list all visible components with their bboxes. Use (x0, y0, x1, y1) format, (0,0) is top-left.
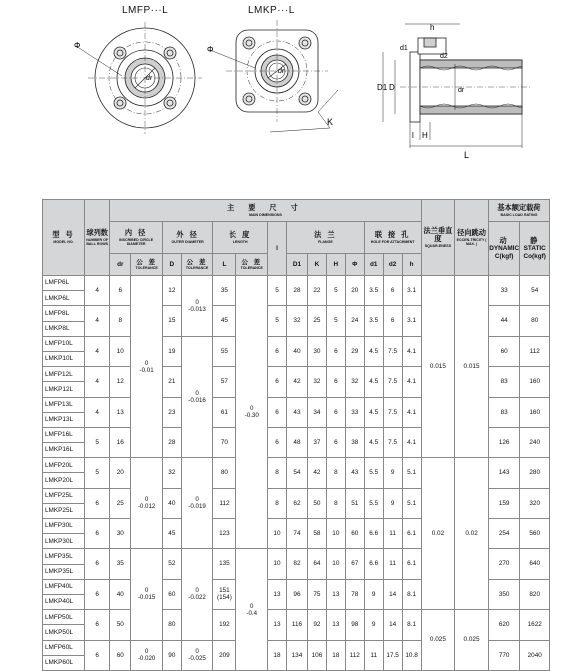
balls-cell: 5 (85, 458, 110, 488)
D-cell: 80 (162, 610, 181, 640)
d2-cell: 11 (383, 519, 402, 549)
L-cell: 61 (213, 397, 236, 427)
h-cell: 6.1 (402, 519, 421, 549)
D-tol-header: 公 差 TOLERANCE (181, 254, 213, 276)
h-header: h (402, 254, 421, 276)
h-cell: 10.8 (402, 640, 421, 670)
dr-cell: 6 (110, 276, 131, 306)
H-cell: 6 (326, 367, 345, 397)
balls-cell: 4 (85, 336, 110, 366)
balls-cell: 4 (85, 276, 110, 306)
model-cell: LMKP10L (43, 351, 85, 366)
model-cell: LMFP10L (43, 336, 85, 351)
h-cell: 4.1 (402, 427, 421, 457)
balls-cell: 4 (85, 306, 110, 336)
d1-cell: 6.6 (364, 549, 383, 579)
D-label: D (389, 83, 395, 92)
K-cell: 92 (307, 610, 326, 640)
dr-tolerance-cell: 0 -0.01 (131, 276, 163, 458)
dr-cell: 16 (110, 427, 131, 457)
h-label: h (430, 23, 435, 32)
H-cell: 18 (326, 640, 345, 670)
dr-cell: 35 (110, 549, 131, 579)
static-header: 静 STATIC Co(kgf) (520, 222, 550, 276)
dr-side-label: dr (458, 87, 465, 94)
static-load-cell: 240 (520, 427, 550, 457)
model-cell: LMKP50L (43, 625, 85, 640)
D-cell: 90 (162, 640, 181, 670)
static-load-cell: 1622 (520, 610, 550, 640)
balls-cell: 6 (85, 610, 110, 640)
static-load-cell: 560 (520, 519, 550, 549)
dr-tolerance-cell: 0 -0.020 (131, 640, 163, 670)
L-cell: 55 (213, 336, 236, 366)
phi-cell: 38 (345, 427, 364, 457)
d2-header: d2 (383, 254, 402, 276)
D1-cell: 82 (286, 549, 307, 579)
l-header: l (268, 222, 287, 276)
model-cell: LMFP30L (43, 519, 85, 534)
dr-tolerance-cell: 0 -0.012 (131, 458, 163, 549)
model-cell: LMKP6L (43, 291, 85, 306)
model-cell: LMFP13L (43, 397, 85, 412)
d2-cell: 7.5 (383, 427, 402, 457)
phi-cell: 20 (345, 276, 364, 306)
L-cell: 45 (213, 306, 236, 336)
K-cell: 37 (307, 427, 326, 457)
model-cell: LMFP6L (43, 276, 85, 291)
model-cell: LMKP25L (43, 503, 85, 518)
d2-cell: 7.5 (383, 397, 402, 427)
L-cell: 209 (213, 640, 236, 670)
k-label: K (327, 117, 334, 127)
H-cell: 6 (326, 336, 345, 366)
model-cell: LMFP40L (43, 579, 85, 594)
balls-cell: 5 (85, 427, 110, 457)
d1-cell: 3.5 (364, 306, 383, 336)
H-cell: 10 (326, 549, 345, 579)
outer-diameter-header: 外 径 OUTER DIAMETER (162, 222, 212, 254)
d2-cell: 11 (383, 549, 402, 579)
H-cell: 5 (326, 306, 345, 336)
D-cell: 21 (162, 367, 181, 397)
squareness-cell: 0.02 (421, 458, 455, 610)
L-cell: 80 (213, 458, 236, 488)
D1-cell: 54 (286, 458, 307, 488)
l-cell: 8 (268, 488, 287, 518)
D1-label: D1 (377, 83, 388, 92)
model-cell: LMFP12L (43, 367, 85, 382)
L-header: L (213, 254, 236, 276)
D-cell: 60 (162, 579, 181, 609)
K-cell: 75 (307, 579, 326, 609)
h-cell: 4.1 (402, 367, 421, 397)
phi-cell: 78 (345, 579, 364, 609)
dynamic-load-cell: 270 (488, 549, 520, 579)
h-cell: 8.1 (402, 579, 421, 609)
H-cell: 8 (326, 458, 345, 488)
K-cell: 64 (307, 549, 326, 579)
H-header: H (326, 254, 345, 276)
D1-cell: 134 (286, 640, 307, 670)
L-label: L (464, 150, 470, 160)
d1-cell: 4.5 (364, 367, 383, 397)
dr-cell: 30 (110, 519, 131, 549)
H-cell: 5 (326, 276, 345, 306)
H-cell: 6 (326, 397, 345, 427)
dynamic-load-cell: 83 (488, 397, 520, 427)
model-cell: LMKP40L (43, 594, 85, 609)
dr-cell: 10 (110, 336, 131, 366)
dr-tol-header: 公 差 TOLERANCE (131, 254, 163, 276)
pcd-label-square: Φ (207, 45, 214, 54)
rating-header: 基本额定载荷 BASIC LOAD RATING (488, 200, 549, 222)
dr-cell: 13 (110, 397, 131, 427)
static-load-cell: 160 (520, 367, 550, 397)
model-cell: LMFP8L (43, 306, 85, 321)
square-flange-drawing (210, 20, 338, 132)
dynamic-load-cell: 44 (488, 306, 520, 336)
L-cell: 70 (213, 427, 236, 457)
eccentricity-cell: 0.02 (455, 458, 489, 610)
D1-cell: 42 (286, 367, 307, 397)
d2-cell: 7.5 (383, 336, 402, 366)
model-cell: LMKP8L (43, 321, 85, 336)
length-header: 长 度 LENGTH (213, 222, 268, 254)
D1-cell: 32 (286, 306, 307, 336)
phi-header: Φ (345, 254, 364, 276)
pcd-label: Φ (74, 41, 81, 50)
drawing-svg (0, 0, 568, 200)
K-cell: 106 (307, 640, 326, 670)
d1-cell: 9 (364, 579, 383, 609)
technical-drawings (0, 0, 568, 200)
phi-cell: 29 (345, 336, 364, 366)
D1-cell: 43 (286, 397, 307, 427)
model-cell: LMKP16L (43, 443, 85, 458)
dr-cell: 25 (110, 488, 131, 518)
h-cell: 8.1 (402, 610, 421, 640)
model-cell: LMFP50L (43, 610, 85, 625)
D1-cell: 48 (286, 427, 307, 457)
holes-header: 联 接 孔 HOLE FOR ATTACHMENT (364, 222, 421, 254)
table-row (43, 458, 550, 473)
square-flange-title: LMKP···L (248, 5, 295, 16)
l-cell: 6 (268, 367, 287, 397)
table-header (43, 200, 550, 276)
balls-cell: 6 (85, 519, 110, 549)
phi-cell: 60 (345, 519, 364, 549)
dynamic-load-cell: 83 (488, 367, 520, 397)
d1-cell: 5.5 (364, 488, 383, 518)
L-cell: 112 (213, 488, 236, 518)
phi-cell: 32 (345, 367, 364, 397)
phi-cell: 24 (345, 306, 364, 336)
model-cell: LMKP12L (43, 382, 85, 397)
K-cell: 34 (307, 397, 326, 427)
K-cell: 30 (307, 336, 326, 366)
D-header: D (162, 254, 181, 276)
balls-cell: 6 (85, 488, 110, 518)
d1-cell: 4.5 (364, 336, 383, 366)
K-cell: 32 (307, 367, 326, 397)
L-cell: 123 (213, 519, 236, 549)
D1-header: D1 (286, 254, 307, 276)
D-tolerance-cell: 0 -0.019 (181, 458, 213, 549)
d1-cell: 9 (364, 610, 383, 640)
l-cell: 8 (268, 458, 287, 488)
h-cell: 3.1 (402, 306, 421, 336)
L-cell: 192 (213, 610, 236, 640)
D1-cell: 28 (286, 276, 307, 306)
K-cell: 42 (307, 458, 326, 488)
h-cell: 5.1 (402, 458, 421, 488)
phi-cell: 51 (345, 488, 364, 518)
l-cell: 13 (268, 610, 287, 640)
dynamic-load-cell: 770 (488, 640, 520, 670)
d1-cell: 3.5 (364, 276, 383, 306)
static-load-cell: 640 (520, 549, 550, 579)
balls-cell: 6 (85, 579, 110, 609)
h-cell: 5.1 (402, 488, 421, 518)
table-row (43, 610, 550, 625)
l-cell: 10 (268, 549, 287, 579)
dr-cell: 60 (110, 640, 131, 670)
eccentricity-header: 径向跳动 ECCEN-TRICITY ( MAX. ) (455, 200, 489, 276)
H-label: H (422, 131, 428, 140)
D1-cell: 96 (286, 579, 307, 609)
H-cell: 10 (326, 519, 345, 549)
static-load-cell: 112 (520, 336, 550, 366)
D-tolerance-cell: 0 -0.025 (181, 640, 213, 670)
D-cell: 28 (162, 427, 181, 457)
model-cell: LMFP25L (43, 488, 85, 503)
D1-cell: 62 (286, 488, 307, 518)
model-cell: LMKP60L (43, 655, 85, 670)
balls-cell: 4 (85, 397, 110, 427)
dynamic-load-cell: 620 (488, 610, 520, 640)
l-cell: 6 (268, 427, 287, 457)
dynamic-load-cell: 159 (488, 488, 520, 518)
l-cell: 18 (268, 640, 287, 670)
D1-cell: 40 (286, 336, 307, 366)
static-load-cell: 80 (520, 306, 550, 336)
K-cell: 58 (307, 519, 326, 549)
balls-cell: 4 (85, 367, 110, 397)
d1-cell: 4.5 (364, 427, 383, 457)
h-cell: 4.1 (402, 336, 421, 366)
D-cell: 52 (162, 549, 181, 579)
main-dims-header: 主 要 尺 寸 MAIN DIMENSIONS (110, 200, 421, 222)
dynamic-load-cell: 143 (488, 458, 520, 488)
d2-label: d2 (440, 53, 448, 60)
d1-header: d1 (364, 254, 383, 276)
d1-cell: 6.6 (364, 519, 383, 549)
static-load-cell: 2040 (520, 640, 550, 670)
dr-tolerance-cell: 0 -0.015 (131, 549, 163, 640)
dr-cell: 20 (110, 458, 131, 488)
d2-cell: 9 (383, 488, 402, 518)
static-load-cell: 280 (520, 458, 550, 488)
dr-header: dr (110, 254, 131, 276)
d2-cell: 6 (383, 276, 402, 306)
model-cell: LMFP35L (43, 549, 85, 564)
D-cell: 32 (162, 458, 181, 488)
L-tol-header: 公 差 TOLERANCE (236, 254, 268, 276)
phi-cell: 98 (345, 610, 364, 640)
dynamic-load-cell: 350 (488, 579, 520, 609)
static-load-cell: 54 (520, 276, 550, 306)
round-flange-drawing (76, 22, 202, 134)
dr-cell: 40 (110, 579, 131, 609)
eccentricity-cell: 0.025 (455, 610, 489, 671)
side-section-drawing (383, 24, 530, 148)
D-cell: 12 (162, 276, 181, 306)
squareness-cell: 0.025 (421, 610, 455, 671)
model-cell: LMKP35L (43, 564, 85, 579)
D1-cell: 116 (286, 610, 307, 640)
H-cell: 8 (326, 488, 345, 518)
d1-cell: 5.5 (364, 458, 383, 488)
l-cell: 6 (268, 336, 287, 366)
L-tolerance-cell: 0 -0.4 (236, 549, 268, 671)
dynamic-header: 动 DYNAMIC C(kgf) (488, 222, 520, 276)
dr-label-round: dr (146, 75, 153, 82)
model-cell: LMKP20L (43, 473, 85, 488)
K-cell: 22 (307, 276, 326, 306)
L-cell: 151 (154) (213, 579, 236, 609)
l-cell: 5 (268, 276, 287, 306)
l-cell: 13 (268, 579, 287, 609)
model-cell: LMFP60L (43, 640, 85, 655)
L-cell: 57 (213, 367, 236, 397)
l-cell: 5 (268, 306, 287, 336)
D-tolerance-cell: 0 -0.022 (181, 549, 213, 640)
flange-header: 法 兰 FLANGE (286, 222, 364, 254)
d1-label: d1 (400, 45, 408, 52)
phi-cell: 112 (345, 640, 364, 670)
D-cell: 40 (162, 488, 181, 518)
eccentricity-cell: 0.015 (455, 276, 489, 458)
model-cell: LMFP16L (43, 427, 85, 442)
dynamic-load-cell: 60 (488, 336, 520, 366)
static-load-cell: 160 (520, 397, 550, 427)
h-cell: 3.1 (402, 276, 421, 306)
d1-cell: 11 (364, 640, 383, 670)
H-cell: 13 (326, 610, 345, 640)
balls-cell: 6 (85, 549, 110, 579)
l-label: l (412, 131, 414, 140)
squareness-cell: 0.015 (421, 276, 455, 458)
inner-diameter-header: 内 径 INSCRIBED CIRCLE DIAMETER (110, 222, 163, 254)
d1-cell: 4.5 (364, 397, 383, 427)
model-cell: LMFP20L (43, 458, 85, 473)
phi-cell: 33 (345, 397, 364, 427)
round-flange-title: LMFP···L (122, 5, 169, 16)
D-cell: 15 (162, 306, 181, 336)
dynamic-load-cell: 33 (488, 276, 520, 306)
K-cell: 50 (307, 488, 326, 518)
D-cell: 23 (162, 397, 181, 427)
dynamic-load-cell: 126 (488, 427, 520, 457)
dr-cell: 50 (110, 610, 131, 640)
d2-cell: 6 (383, 306, 402, 336)
table-body (43, 276, 550, 671)
d2-cell: 9 (383, 458, 402, 488)
D-tolerance-cell: 0 -0.013 (181, 276, 213, 337)
balls-header: 球列数 NUMBER OF BALL ROWS (85, 200, 110, 276)
table-row (43, 276, 550, 291)
h-cell: 6.1 (402, 549, 421, 579)
D-cell: 45 (162, 519, 181, 549)
d2-cell: 14 (383, 579, 402, 609)
dynamic-load-cell: 254 (488, 519, 520, 549)
dr-cell: 8 (110, 306, 131, 336)
d2-cell: 7.5 (383, 367, 402, 397)
squareness-header: 法兰垂直度 SQUAR-ENESS (421, 200, 455, 276)
model-cell: LMKP30L (43, 534, 85, 549)
L-cell: 135 (213, 549, 236, 579)
D-tolerance-cell: 0 -0.016 (181, 336, 213, 458)
d2-cell: 14 (383, 610, 402, 640)
l-cell: 6 (268, 397, 287, 427)
model-cell: LMKP13L (43, 412, 85, 427)
model-header: 型 号 MODEL NO. (43, 200, 85, 276)
dimension-table (42, 199, 550, 671)
phi-cell: 43 (345, 458, 364, 488)
D-cell: 19 (162, 336, 181, 366)
dr-cell: 12 (110, 367, 131, 397)
D1-cell: 74 (286, 519, 307, 549)
static-load-cell: 820 (520, 579, 550, 609)
H-cell: 13 (326, 579, 345, 609)
L-tolerance-cell: 0 -0.30 (236, 276, 268, 549)
dr-label-square: dr (278, 68, 285, 75)
K-cell: 25 (307, 306, 326, 336)
phi-cell: 67 (345, 549, 364, 579)
static-load-cell: 320 (520, 488, 550, 518)
K-header: K (307, 254, 326, 276)
H-cell: 6 (326, 427, 345, 457)
h-cell: 4.1 (402, 397, 421, 427)
balls-cell: 6 (85, 640, 110, 670)
L-cell: 35 (213, 276, 236, 306)
d2-cell: 17.5 (383, 640, 402, 670)
l-cell: 10 (268, 519, 287, 549)
